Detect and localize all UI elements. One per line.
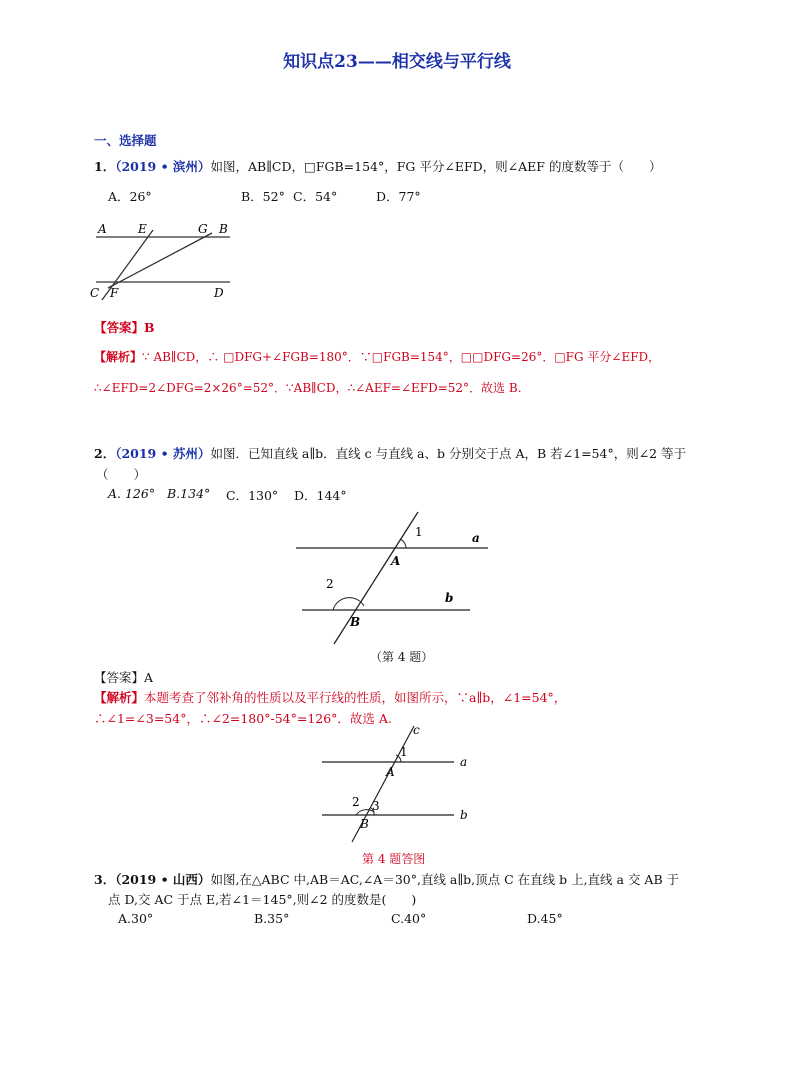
fig1-label-c: C [90, 286, 100, 300]
line-c [334, 512, 418, 644]
q3-option-c: C.40° [391, 911, 427, 926]
q1-option-b: B．52° [241, 189, 285, 204]
question-3-number: 3． [94, 872, 116, 887]
fig3-label-b: b [460, 808, 468, 822]
fig2-label-2: 2 [326, 577, 334, 591]
question-1-source: （2019 • 滨州） [115, 159, 211, 174]
fig3-label-a-point: A [386, 765, 395, 779]
q2-option-c: C．130° [226, 488, 279, 503]
fig3-label-1: 1 [400, 745, 408, 759]
angle-1-arc [400, 539, 406, 548]
q2-answer-figure [316, 722, 476, 846]
q3-option-a: A.30° [118, 911, 154, 926]
question-1-number: 1． [94, 159, 116, 174]
question-2-stem [94, 444, 686, 462]
q2-answer [94, 668, 153, 686]
fig3-label-b-point: B [360, 817, 369, 831]
q1-option-a: A．26° [108, 189, 152, 204]
q2-analysis-text-1: 本题考查了邻补角的性质以及平行线的性质，如图所示，∵a∥b，∠1=54°， [144, 690, 567, 705]
question-2-number: 2． [94, 446, 116, 461]
fig2-label-b-point: B [350, 615, 361, 629]
q1-answer-tag: 【答案】 [94, 320, 145, 335]
page-title: 知识点23——相交线与平行线 [283, 52, 511, 72]
fig3-label-2: 2 [352, 795, 360, 809]
q1-option-c: C．54° [293, 189, 338, 204]
q2-analysis-line-1 [94, 688, 566, 706]
q1-answer [94, 318, 155, 336]
q3-option-b: B.35° [254, 911, 290, 926]
fig3-label-c: c [413, 723, 420, 737]
fig1-label-g: G [198, 222, 208, 236]
question-3-source: （2019 • 山西） [115, 872, 211, 887]
fig1-label-f: F [110, 286, 119, 300]
q1-analysis-tag: 【解析】 [94, 350, 143, 364]
question-3-stem-cont: 点 D,交 AC 于点 E,若∠1＝145°,则∠2 的度数是( ) [108, 892, 417, 907]
question-2-text: 如图．已知直线 a∥b．直线 c 与直线 a、b 分别交于点 A，B 若∠1=54°，则∠2 等于 [210, 446, 687, 461]
fig2-label-a-point: A [391, 554, 401, 568]
q1-answer-value: B [144, 320, 155, 335]
q1-figure [88, 218, 238, 303]
question-2-source: （2019 • 苏州） [115, 446, 211, 461]
line-fg [108, 233, 212, 288]
question-2-stem-cont: （ ） [96, 467, 147, 482]
fig1-label-a: A [98, 222, 107, 236]
q2-analysis-line-2: ∴∠1=∠3=54°，∴∠2=180°-54°=126°．故选 A. [94, 711, 392, 726]
q2-answer-tag: 【答案】 [94, 670, 145, 685]
fig2-label-1: 1 [415, 525, 423, 539]
section-heading: 一、选择题 [94, 133, 157, 148]
question-1-stem [94, 157, 661, 175]
q2-option-a: A. 126° [108, 486, 156, 501]
q2-option-d: D．144° [294, 488, 347, 503]
q2-answer-figure-caption: 第 4 题答图 [362, 852, 426, 866]
question-3-text: 如图,在△ABC 中,AB＝AC,∠A＝30°,直线 a∥b,顶点 C 在直线 b 上,直线 a 交 AB 于 [210, 872, 680, 887]
q2-figure [290, 508, 500, 648]
question-1-text: 如图，AB∥CD，□FGB=154°，FG 平分∠EFD，则∠AEF 的度数等于（ ） [210, 159, 662, 174]
fig3-label-3: 3 [372, 799, 380, 813]
q1-analysis-text-1: ∵ AB∥CD，∴ □DFG+∠FGB=180°．∵□FGB=154°，□□DFG=26°．□FG 平分∠EFD， [142, 350, 661, 364]
fig2-label-b: b [445, 591, 454, 605]
q2-answer-value: A [144, 670, 154, 685]
fig3-label-a: a [460, 755, 468, 769]
fig1-label-d: D [214, 286, 224, 300]
q3-option-d: D.45° [527, 911, 563, 926]
q2-option-b: B.134° [167, 486, 211, 501]
q2-analysis-tag: 【解析】 [94, 690, 145, 705]
q1-analysis-line-2: ∴∠EFD=2∠DFG=2×26°=52°．∵AB∥CD，∴∠AEF=∠EFD=52°．故选 B. [94, 381, 522, 395]
question-3-stem [94, 870, 679, 888]
q1-analysis-line-1 [94, 348, 660, 365]
fig1-label-e: E [138, 222, 147, 236]
fig2-label-a: a [472, 531, 480, 545]
fig1-label-b: B [219, 222, 228, 236]
q1-option-d: D．77° [376, 189, 421, 204]
q2-figure-caption: （第 4 题） [370, 650, 434, 664]
